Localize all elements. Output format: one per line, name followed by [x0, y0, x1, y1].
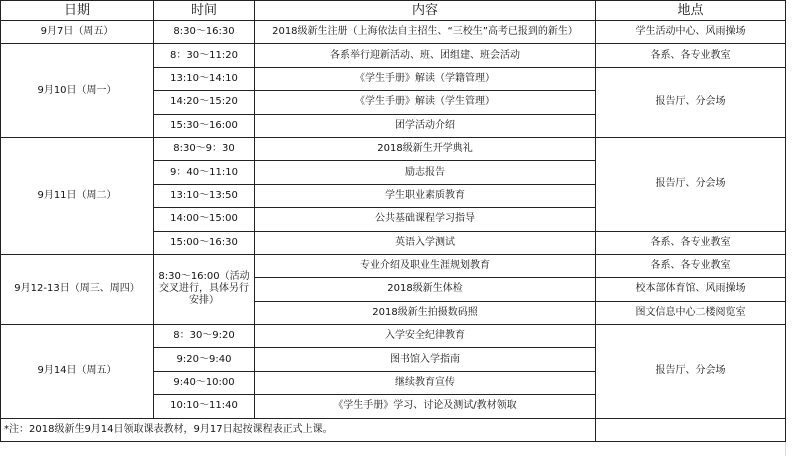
- date-cell: 9月12-13日（周三、周四）: [1, 254, 154, 324]
- time-cell: 15:00～16:30: [154, 231, 255, 254]
- time-cell: 10:10～11:40: [154, 395, 255, 418]
- content-cell: 2018级新生注册（上海依法自主招生、“三校生”高考已报到的新生）: [255, 21, 596, 44]
- table-row: [1, 254, 786, 277]
- time-cell: 8:30～9：30: [154, 137, 255, 160]
- empty-cell: [596, 418, 786, 441]
- time-cell: 8:30～16:30: [154, 21, 255, 44]
- location-cell: 报告厅、分会场: [596, 325, 786, 419]
- note-text: *注：2018级新生9月14日领取课表教材，9月17日起按课程表正式上课。: [1, 418, 596, 441]
- time-cell: 14:00～15:00: [154, 208, 255, 231]
- content-cell: 2018级新生拍摄数码照: [255, 301, 596, 324]
- content-cell: 继续教育宣传: [255, 371, 596, 394]
- time-cell: 8：30～11:20: [154, 44, 255, 67]
- content-cell: 《学生手册》解读（学生管理）: [255, 91, 596, 114]
- content-cell: 励志报告: [255, 161, 596, 184]
- date-cell: 9月11日（周二）: [1, 137, 154, 254]
- header-time: 时间: [154, 1, 255, 21]
- time-cell: 8：30～9:20: [154, 325, 255, 348]
- time-cell: 9:20～9:40: [154, 348, 255, 371]
- content-cell: 《学生手册》解读（学籍管理）: [255, 67, 596, 90]
- table-row: [1, 21, 786, 44]
- content-cell: 2018级新生体检: [255, 278, 596, 301]
- time-cell: 13:10～13:50: [154, 184, 255, 207]
- date-cell: 9月14日（周五）: [1, 325, 154, 419]
- time-cell: 9:40～10:00: [154, 371, 255, 394]
- content-cell: 专业介绍及职业生涯规划教育: [255, 254, 596, 277]
- time-cell: 13:10～14:10: [154, 67, 255, 90]
- header-content: 内容: [255, 1, 596, 21]
- content-cell: 入学安全纪律教育: [255, 325, 596, 348]
- location-cell: 各系、各专业教室: [596, 231, 786, 254]
- content-cell: 学生职业素质教育: [255, 184, 596, 207]
- location-cell: 各系、各专业教室: [596, 254, 786, 277]
- location-cell: 学生活动中心、风雨操场: [596, 21, 786, 44]
- location-cell: 报告厅、分会场: [596, 67, 786, 137]
- note-row: [1, 418, 786, 441]
- date-cell: 9月7日（周五）: [1, 21, 154, 44]
- content-cell: 图书馆入学指南: [255, 348, 596, 371]
- time-cell: 15:30～16:00: [154, 114, 255, 137]
- time-cell: 14:20～15:20: [154, 91, 255, 114]
- date-cell: 9月10日（周一）: [1, 44, 154, 138]
- time-cell: 9：40～11:10: [154, 161, 255, 184]
- table-row: [1, 44, 786, 67]
- location-cell: 报告厅、分会场: [596, 137, 786, 231]
- header-location: 地点: [596, 1, 786, 21]
- time-cell: 8:30～16:00（活动交叉进行，具体另行安排）: [154, 254, 255, 324]
- table-row: [1, 325, 786, 348]
- location-cell: 各系、各专业教室: [596, 44, 786, 67]
- content-cell: 各系举行迎新活动、班、团组建、班会活动: [255, 44, 596, 67]
- content-cell: 《学生手册》学习、讨论及测试/教材领取: [255, 395, 596, 418]
- content-cell: 公共基础课程学习指导: [255, 208, 596, 231]
- content-cell: 团学活动介绍: [255, 114, 596, 137]
- location-cell: 校本部体育馆、风雨操场: [596, 278, 786, 301]
- header-date: 日期: [1, 1, 154, 21]
- content-cell: 英语入学测试: [255, 231, 596, 254]
- table-row: [1, 137, 786, 160]
- header-row: [1, 1, 786, 21]
- location-cell: 图文信息中心二楼阅览室: [596, 301, 786, 324]
- content-cell: 2018级新生开学典礼: [255, 137, 596, 160]
